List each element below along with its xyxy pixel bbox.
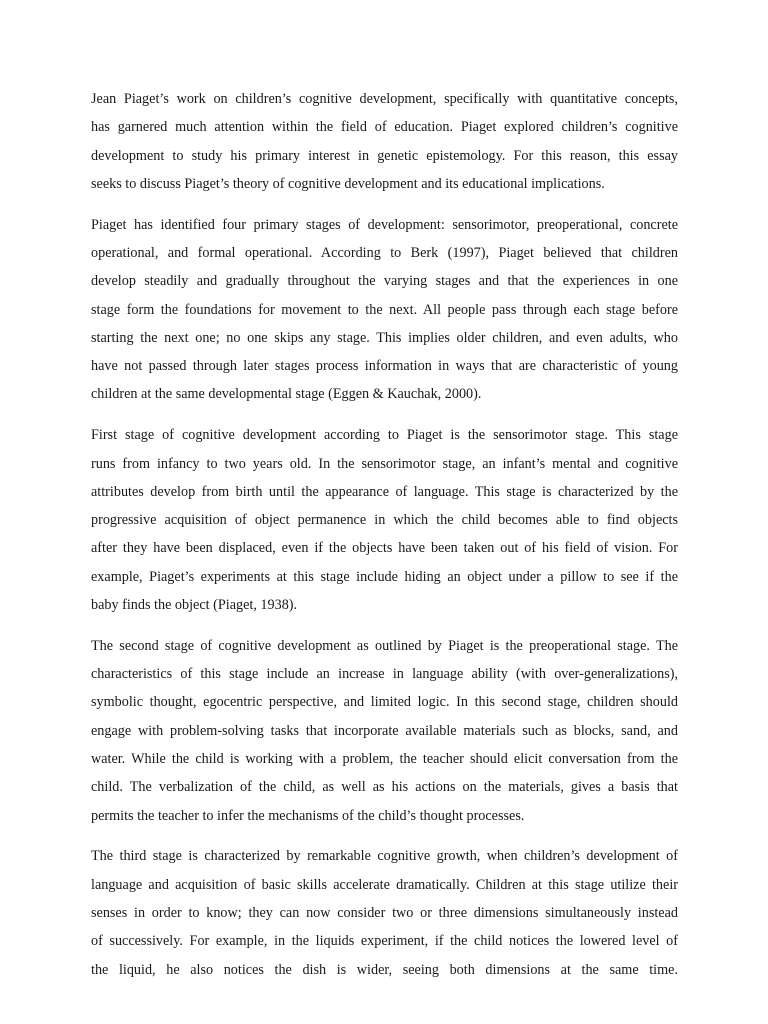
paragraph-2 [91, 211, 678, 409]
text-line: water. While the child is working with a problem, the teacher should elicit conversation from the [91, 751, 678, 768]
text-line: development to study his primary interest in genetic epistemology. For this reason, this essay [91, 147, 678, 164]
paragraph-1 [91, 85, 678, 198]
text-line: Piaget has identified four primary stages of development: sensorimotor, preoperational, concrete [91, 216, 678, 233]
text-line: characteristics of this stage include an increase in language ability (with over-generalizations), [91, 666, 678, 683]
text-line: of successively. For example, in the liquids experiment, if the child notices the lowered level of [91, 933, 678, 950]
text-line: The second stage of cognitive development as outlined by Piaget is the preoperational stage. The [91, 637, 678, 654]
text-line: permits the teacher to infer the mechanisms of the child’s thought processes. [91, 807, 525, 824]
paragraph-5 [91, 842, 678, 983]
text-line: starting the next one; no one skips any stage. This implies older children, and even adults, who [91, 329, 678, 346]
text-line: senses in order to know; they can now consider two or three dimensions simultaneously instead [91, 905, 678, 922]
text-line: after they have been displaced, even if the objects have been taken out of his field of vision. For [91, 540, 678, 557]
paragraph-4 [91, 632, 678, 830]
text-line: develop steadily and gradually throughout the varying stages and that the experiences in one [91, 273, 678, 290]
text-line: The third stage is characterized by remarkable cognitive growth, when children’s development of [91, 848, 678, 865]
text-line: example, Piaget’s experiments at this stage include hiding an object under a pillow to see if the [91, 568, 678, 585]
text-line: child. The verbalization of the child, as well as his actions on the materials, gives a basis that [91, 779, 678, 796]
text-line: has garnered much attention within the field of education. Piaget explored children’s cognitive [91, 119, 678, 136]
text-line: runs from infancy to two years old. In the sensorimotor stage, an infant’s mental and cognitive [91, 455, 678, 472]
text-line: stage form the foundations for movement to the next. All people pass through each stage before [91, 301, 678, 318]
text-line: engage with problem-solving tasks that incorporate available materials such as blocks, sand, and [91, 722, 678, 739]
text-line: attributes develop from birth until the appearance of language. This stage is characterized by the [91, 483, 678, 500]
text-line: Jean Piaget’s work on children’s cognitive development, specifically with quantitative concepts, [91, 91, 678, 107]
text-line: First stage of cognitive development according to Piaget is the sensorimotor stage. This stage [91, 427, 678, 444]
text-line: operational, and formal operational. According to Berk (1997), Piaget believed that children [91, 244, 678, 261]
text-line: progressive acquisition of object permanence in which the child becomes able to find objects [91, 512, 678, 529]
text-line: have not passed through later stages process information in ways that are characteristic of young [91, 358, 678, 375]
document-page [91, 85, 678, 996]
text-line: baby finds the object (Piaget, 1938). [91, 597, 298, 614]
text-line: seeks to discuss Piaget’s theory of cognitive development and its educational implications. [91, 175, 605, 192]
paragraph-3 [91, 421, 678, 619]
text-line: children at the same developmental stage (Eggen & Kauchak, 2000). [91, 386, 482, 403]
text-line: language and acquisition of basic skills accelerate dramatically. Children at this stage utilize their [91, 876, 678, 893]
text-line: the liquid, he also notices the dish is wider, seeing both dimensions at the same time. [91, 961, 678, 978]
text-line: symbolic thought, egocentric perspective, and limited logic. In this second stage, children should [91, 694, 678, 711]
